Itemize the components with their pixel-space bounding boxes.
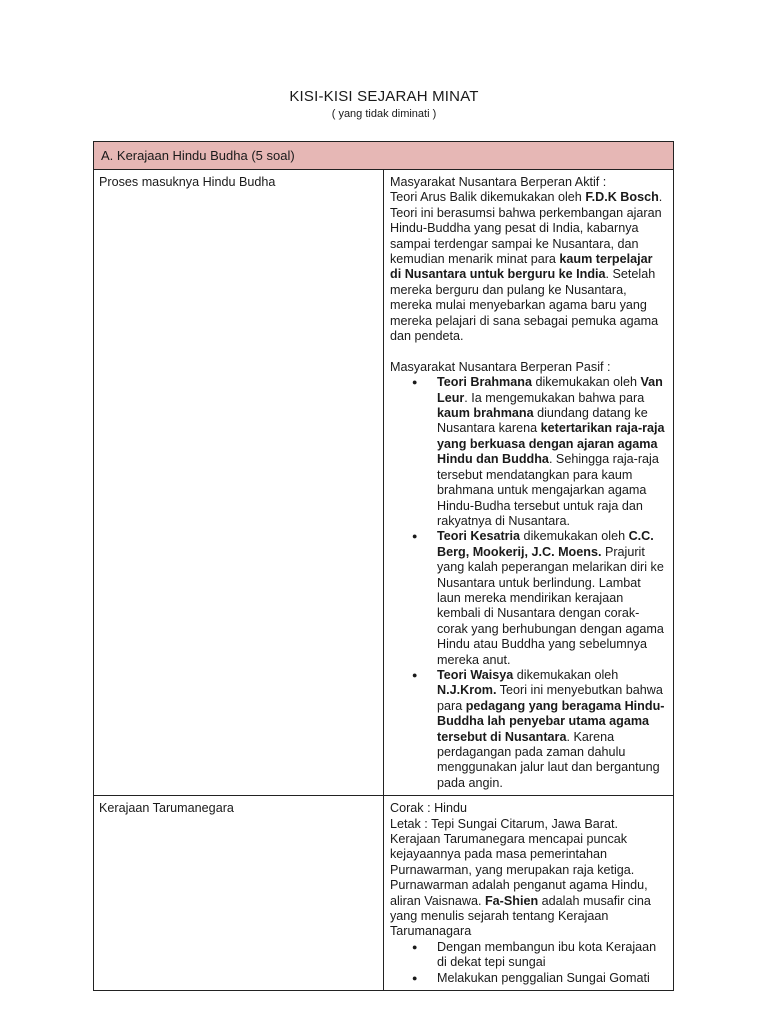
bold-text: C.C. Berg, Mookerij, J.C. Moens.: [437, 529, 654, 559]
topic-cell: Proses masuknya Hindu Budha: [94, 170, 384, 796]
bold-text: Teori Kesatria: [437, 529, 521, 544]
achievement-list: [390, 940, 667, 986]
text-run: Teori ini menyebutkan bahwa para: [437, 683, 663, 713]
content-cell: [384, 170, 674, 796]
aktif-heading: Masyarakat Nusantara Berperan Aktif :: [390, 175, 607, 189]
bold-text: pedagang yang beragama Hindu-Buddha lah penyebar utama agama tersebut di Nusantara: [437, 698, 665, 744]
bold-text: F.D.K Bosch: [585, 190, 659, 205]
document-title: KISI-KISI SEJARAH MINAT: [289, 88, 479, 105]
bold-text: N.J.Krom.: [437, 683, 497, 698]
text-run: dikemukakan oleh: [520, 529, 629, 544]
section-header: A. Kerajaan Hindu Budha (5 soal): [94, 142, 674, 170]
text-run: diundang datang ke Nusantara karena: [437, 406, 648, 436]
text-run: . Ia mengemukakan bahwa para: [464, 390, 645, 405]
text-run: Prajurit yang kalah peperangan melarikan diri ke Nusantara untuk berlindung. Lambat laun mereka mendirikan kerajaan kembali di Nusantara dengan corak-corak yang berhubungan dengan agama Hindu atau Buddha yang sebelumnya mereka anut.: [437, 544, 664, 667]
bold-text: kaum brahmana: [437, 406, 534, 421]
list-item: [437, 375, 667, 529]
list-item: [437, 529, 667, 668]
bold-text: Fa-Shien: [484, 893, 539, 908]
content-table: [93, 141, 674, 991]
table-row: [94, 170, 674, 796]
bold-text: Teori Waisya: [437, 667, 514, 682]
bold-text: ketertarikan raja-raja yang berkuasa dengan ajaran agama Hindu dan Buddha: [437, 421, 665, 467]
pasif-heading: Masyarakat Nusantara Berperan Pasif :: [390, 359, 611, 374]
section-header-row: [94, 142, 674, 170]
text-run: dikemukakan oleh: [513, 667, 619, 682]
blank-line: [390, 344, 667, 359]
corak-line: Corak : Hindu: [390, 801, 467, 816]
text-run: . Karena perdagangan pada zaman dahulu menggunakan jalur laut dan bergantung pada angin.: [437, 729, 660, 790]
document-subtitle: ( yang tidak diminati ): [331, 108, 437, 120]
arus-balik-paragraph: [390, 190, 667, 344]
text-run: . Setelah mereka berguru dan pulang ke Nusantara, mereka mulai menyebarkan agama baru yang mereka pelajari di sana sebagai pemuka agama dan pendeta.: [390, 267, 659, 344]
text-run: . Teori ini berasumsi bahwa perkembangan ajaran Hindu-Buddha yang pesat di India, kabarnya sampai terdengar sampai ke Nusantara, dan kemudian menarik minat para: [390, 190, 663, 267]
list-item: ● Melakukan penggalian Sungai Gomati: [437, 971, 667, 986]
text-run: adalah musafir cina yang menulis sejarah tentang Kerajaan Tarumanagara: [390, 893, 651, 939]
bold-text: Van Leur: [437, 375, 663, 405]
list-item: [437, 668, 667, 791]
bold-text: Teori Brahmana: [437, 375, 532, 390]
text-run: . Sehingga raja-raja tersebut mendatangkan para kaum brahmana untuk mengajarkan agama Hindu-Budha tersebut untuk raja dan rakyatnya di Nusantara.: [437, 452, 659, 528]
text-run: dikemukakan oleh: [531, 375, 641, 390]
letak-line: Letak : Tepi Sungai Citarum, Jawa Barat.: [390, 816, 618, 831]
text-run: Teori Arus Balik dikemukakan oleh: [390, 190, 586, 205]
bold-text: kaum terpelajar di Nusantara untuk berguru ke India: [390, 252, 653, 282]
content-cell: [384, 796, 674, 991]
theory-list: [390, 375, 667, 791]
table-row: [94, 796, 674, 991]
topic-cell: Kerajaan Tarumanegara: [94, 796, 384, 991]
list-item: ● Dengan membangun ibu kota Kerajaan di dekat tepi sungai: [437, 940, 667, 971]
tarumanegara-paragraph: [390, 832, 667, 940]
text-run: Kerajaan Tarumanegara mencapai puncak kejayaannya pada masa pemerintahan Purnawarman, yang merupakan raja ketiga. Purnawarman adalah penganut agama Hindu, aliran Vaisnawa.: [390, 832, 648, 908]
